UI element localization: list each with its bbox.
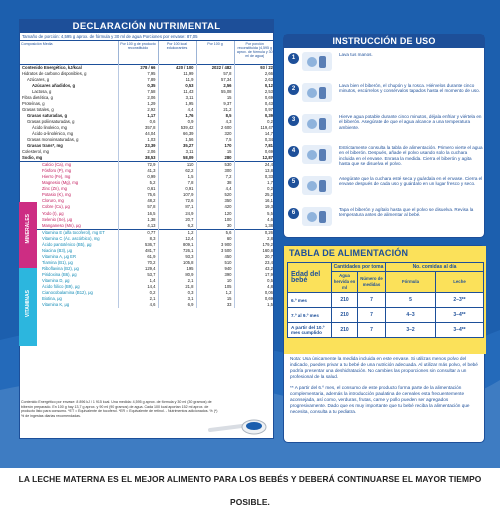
- nutrient-value: 5,2: [118, 180, 158, 186]
- nutrient-value: 2,66: [234, 71, 275, 77]
- nutrient-value: 43,2: [234, 266, 275, 272]
- feeding-milk: 2–3**: [436, 293, 484, 308]
- nutrient-name: Fibra dietética, g: [22, 94, 53, 100]
- nutrient-name: Proteínas, g: [22, 100, 45, 106]
- nutrient-value: 0,61: [118, 186, 158, 192]
- nutrient-value: 1,5: [158, 174, 196, 180]
- col-header: Por 100 g: [196, 41, 234, 64]
- nutrient-name: Grasas trans*, mg: [27, 143, 63, 149]
- nutrient-value: 350: [196, 198, 234, 204]
- nutrition-table-body: [20, 64, 275, 308]
- nutrient-value: 17,9: [234, 272, 275, 278]
- nutrient-name: Azúcares, g: [27, 76, 50, 82]
- step-text: Hierve agua potable durante cinco minutos, déjala enfriar y viértela en el biberón. Asegúrate de que el agua alcance a una temperatura ambiente.: [339, 114, 482, 130]
- step-text: Estrictamente consulta la tabla de alimentación. Primero vierte el agua en el biberón. Después, añade el polvo usando solo la cuchara incluida en el envase. Enrasa la medida. Cierra el biberón y agita hasta que se disuelva el polvo.: [339, 145, 483, 167]
- nutrient-value: 12,87: [234, 155, 275, 162]
- feeding-notes: [290, 356, 480, 420]
- nutrient-value: 12,4: [158, 236, 196, 242]
- nutrient-value: 61,9: [118, 254, 158, 260]
- feeding-row: [288, 293, 484, 308]
- step-text: Asegúrate que la cuchara esté seca y guárdala en el envase. Cierra el envase después de cada uso y guárdalo en un lugar fresco y seco.: [339, 176, 483, 187]
- nutrient-value: 1,38: [118, 217, 158, 223]
- nutrient-name: Ácido pantoténico (B5), μg: [42, 241, 92, 247]
- nutrient-value: 0,12: [234, 83, 275, 89]
- nutrient-value: 5,5: [234, 210, 275, 216]
- nutrient-value: 536,7: [118, 242, 158, 248]
- nutrient-value: 15: [196, 296, 234, 302]
- nutrient-value: 60: [196, 236, 234, 242]
- instruction-step: [284, 143, 486, 167]
- nutrient-value: 0,26: [234, 229, 275, 236]
- feeding-note: ** A partir del 6.º mes, el consumo de este producto forma parte de la alimentación complementaria, además la introducción paulatina de cereales esta frecuentemente aconsejada, así como, verduras, frutas, carne y pollo pueden ser agregados progresivamente. Dado que es muy importante que tu bebé reciba la alimentación que necesita, consulta a tu pediatra.: [290, 385, 470, 414]
- nutrient-name: Potasio (K), mg: [42, 192, 71, 198]
- step-number: 3: [288, 115, 299, 126]
- step-number: 4: [288, 146, 299, 157]
- instructions-title: INSTRUCCIÓN DE USO: [284, 35, 484, 48]
- nutrient-value: 320: [196, 131, 234, 137]
- nutrient-value: 6,9: [158, 302, 196, 308]
- nutrient-value: 24,9: [158, 210, 196, 216]
- nutrient-value: 41,3: [118, 168, 158, 174]
- nutrient-value: 44,04: [118, 131, 158, 137]
- nutrient-value: 0,34: [234, 137, 275, 143]
- nutrient-value: 4,13: [118, 223, 158, 230]
- nutrient-value: 530: [196, 162, 234, 169]
- nutrient-value: 3,11: [158, 95, 196, 101]
- nutrient-value: 539,42: [158, 125, 196, 131]
- nutrient-value: 1,95: [158, 101, 196, 107]
- nutrient-value: 16,5: [118, 210, 158, 216]
- nutrient-name: Sodio, mg: [22, 155, 43, 161]
- nutrient-name: Ácido α-linolénico, mg: [32, 130, 74, 136]
- feeding-formula: 3–2: [386, 323, 436, 338]
- nutrient-value: 0,91: [158, 186, 196, 192]
- nutrient-value: 4,8: [234, 284, 275, 290]
- nutrient-value: 7,58: [118, 89, 158, 95]
- nutrient-value: 1,76: [158, 113, 196, 119]
- scoop-icon: [301, 144, 333, 165]
- nutrient-value: 170: [196, 143, 234, 149]
- bottle-icon: [301, 82, 333, 103]
- nutrient-name: Contenido Energético, kJ/kcal: [20, 64, 118, 71]
- nutrient-name: Manganeso (Mn), μg: [42, 222, 81, 228]
- nutrient-value: 20,7: [158, 217, 196, 223]
- nutrient-value: 105: [196, 284, 234, 290]
- nutrient-value: 7,81: [234, 143, 275, 149]
- nutrient-value: 35,27: [158, 143, 196, 149]
- feeding-water: 210: [332, 293, 358, 308]
- step-text: Tapa el biberón y agítalo hasta que el polvo se disuelva. Revisa la temperatura antes de alimentar al bebé.: [339, 207, 474, 218]
- tin-icon: [301, 175, 333, 196]
- nutrition-table-header: [20, 41, 275, 64]
- feeding-formula: 5: [386, 293, 436, 308]
- nutrient-value: 280: [196, 155, 234, 162]
- nutrient-value: 10: [196, 278, 234, 284]
- nutrient-value: 390: [196, 272, 234, 278]
- feeding-water: 210: [332, 323, 358, 338]
- nutrient-value: 23,4: [234, 260, 275, 266]
- hands-icon: [301, 51, 333, 72]
- nutrient-value: 1,2: [158, 229, 196, 236]
- nutrient-name: Zinc (Zn), mg: [42, 186, 67, 192]
- nutrient-value: 0,53: [158, 83, 196, 89]
- nutrient-value: 0,69: [234, 95, 275, 101]
- nutrient-name: Ácido linoleico, mg: [32, 124, 67, 130]
- minerals-label: MINERALES: [25, 214, 31, 244]
- feeding-table: [287, 262, 484, 338]
- nutrient-value: 520: [196, 192, 234, 198]
- feeding-age: 6.º mes: [288, 293, 332, 308]
- nutrient-value: 4,6: [118, 302, 158, 308]
- nutrient-value: 15: [196, 149, 234, 155]
- nutrient-value: 4,6: [234, 217, 275, 223]
- step-text: Lava tus manos.: [339, 52, 373, 57]
- nutrient-value: 2,1: [118, 296, 158, 302]
- nutrient-value: 87,1: [158, 204, 196, 210]
- nutrient-name: Cloruro, mg: [42, 198, 64, 204]
- nutrient-name: Yodo (I), μg: [42, 210, 64, 216]
- nutrient-value: 57,34: [196, 77, 234, 83]
- nutrient-value: 24,4: [234, 162, 275, 169]
- nutrient-value: 66,39: [158, 131, 196, 137]
- nutrient-value: 420 / 100: [158, 64, 196, 71]
- nutrient-value: 7,5: [196, 137, 234, 143]
- feeding-milk: 3–4**: [436, 308, 484, 323]
- nutrient-value: 93 / 22: [234, 64, 275, 71]
- nutrient-name: Tiamina (B1), μg: [42, 259, 73, 265]
- instruction-step: [284, 205, 486, 229]
- nutrient-value: 107,9: [158, 192, 196, 198]
- instruction-step: [284, 50, 486, 74]
- instruction-step: [284, 112, 486, 136]
- nutrient-value: 33: [196, 302, 234, 308]
- nutrient-value: 23,39: [118, 143, 158, 149]
- nutrient-name: Biotina, μg: [42, 296, 62, 302]
- nutrient-value: 809,1: [158, 242, 196, 248]
- breastfeeding-notice: LA LECHE MATERNA ES EL MEJOR ALIMENTO PARA LOS BEBÉS Y DEBERÁ CONTINUARSE EL MAYOR TIEMPO POSIBLE.: [0, 468, 500, 491]
- nutrient-name: Selenio (Se), μg: [42, 216, 73, 222]
- nutrient-value: 55,08: [196, 89, 234, 95]
- nutrient-value: 4,3: [196, 119, 234, 125]
- nutrient-value: 21,8: [158, 284, 196, 290]
- nutrient-value: 72,6: [158, 198, 196, 204]
- nutrient-value: 25,2: [234, 192, 275, 198]
- nutrient-name: Cobre (Cu), μg: [42, 204, 70, 210]
- nutrient-value: 4,4: [158, 107, 196, 113]
- nutrient-value: 2,06: [118, 149, 158, 155]
- feeding-age: 7.º al 9.º mes: [288, 308, 332, 323]
- nutrient-value: 940: [196, 266, 234, 272]
- feeding-title: TABLA DE ALIMENTACIÓN: [289, 248, 409, 258]
- nutrient-name: Riboflavina (B2), μg: [42, 265, 79, 271]
- nutrient-value: 7,95: [118, 71, 158, 77]
- nutrient-value: 2022 / 482: [196, 64, 234, 71]
- nutrient-value: 93,3: [158, 254, 196, 260]
- instructions-panel: [283, 34, 485, 238]
- nutrient-value: 2,1: [158, 278, 196, 284]
- nutrient-value: 1,4: [118, 278, 158, 284]
- nutrient-value: 1,03: [118, 137, 158, 143]
- nutrient-name: Vitamina E (alfa tocoferol), mg ET: [20, 229, 118, 236]
- feeding-scoops: 7: [358, 293, 386, 308]
- nutrition-footnote: Contenido Energético por envase: 8 896 kJ / 1 915 kcal. Una medida: 4,595 g aprox. de fórmula y 30 ml (30 gramos) de biberón preparado. En 100 g hay 13,7 g aprox. y 90 ml (90 gramos) de agua. Cada 100 kcal aportan 152 ml aprox. de producto listo para consumo. *ET = Equivalente de tocoferol. *ER = Equivalente de retinol. - Nutrimentos adicionados. % (*) % de ingestas diarias recomendadas.: [21, 400, 218, 418]
- nutrient-value: 120: [196, 210, 234, 216]
- nutrient-value: 450: [196, 254, 234, 260]
- milk-header: Leche: [436, 272, 484, 293]
- nutrient-name: Vitamina D, μg: [42, 277, 70, 283]
- instruction-step: [284, 81, 486, 105]
- nutrient-value: 14,7: [234, 131, 275, 137]
- nutrient-name: Grasas monoinsaturadas, g: [27, 137, 79, 143]
- nutrient-value: 5,6: [196, 229, 234, 236]
- nutrient-name: Colesterol, mg: [22, 149, 49, 155]
- feeding-row: [288, 308, 484, 323]
- nutrient-value: 0,2: [118, 290, 158, 296]
- nutrient-value: 1,2: [196, 290, 234, 296]
- instruction-step: [284, 174, 486, 198]
- feeding-scoops: 7: [358, 308, 386, 323]
- nutrient-value: 70,2: [118, 260, 158, 266]
- nutrient-value: 179,2: [234, 242, 275, 248]
- step-number: 2: [288, 84, 299, 95]
- nutrient-name: Ácido fólico (B9), μg: [42, 283, 80, 289]
- nutrient-name: Calcio (Ca), mg: [20, 162, 118, 169]
- nutrient-value: 8,5: [196, 113, 234, 119]
- step-number: 1: [288, 53, 299, 64]
- nutrient-value: 48,2: [118, 198, 158, 204]
- nutrient-value: 300: [196, 168, 234, 174]
- nutrient-value: 1,17: [118, 113, 158, 119]
- nutrient-name: Fósforo (P), mg: [42, 168, 72, 174]
- nutrient-value: 2,92: [118, 107, 158, 113]
- nutrient-name: Magnesio (Mg), mg: [42, 180, 79, 186]
- nutrient-value: 30: [196, 223, 234, 230]
- nutrient-value: 0,43: [234, 101, 275, 107]
- nutrient-name: Vitamina C (Ác. ascórbico), mg: [42, 235, 100, 241]
- nutrient-value: 0,77: [118, 229, 158, 236]
- formula-header: Fórmula: [386, 272, 436, 293]
- nutrient-value: 1,29: [118, 101, 158, 107]
- feeding-water: 210: [332, 308, 358, 323]
- nutrient-value: 510: [196, 260, 234, 266]
- nutrient-value: 3,11: [158, 149, 196, 155]
- feeding-note: Nota: Usa únicamente la medida incluida en este envase. Si utilizas menos polvo del indicado, puedes privar a tu bebé de una nutrición adecuada. Al utilizar más polvo, el bebé podría presentar una deshidratación. No cambies las proporciones sin consultar a un profesional de la salud.: [290, 356, 478, 379]
- feeding-milk: 3–4**: [436, 323, 484, 338]
- nutrient-value: 481,7: [118, 248, 158, 254]
- nutrient-value: 0,5: [234, 278, 275, 284]
- step-number: 5: [288, 177, 299, 188]
- nutrient-value: 6,2: [158, 223, 196, 230]
- nutrient-value: 0,97: [234, 107, 275, 113]
- vitamins-label: VITAMINAS: [25, 290, 31, 318]
- nutrient-value: 16,1: [234, 198, 275, 204]
- nutrient-value: 7,8: [158, 180, 196, 186]
- col-header: Por 100 g de producto reconstituido: [118, 41, 158, 64]
- nutrient-value: 2,06: [118, 95, 158, 101]
- nutrient-value: 20,7: [234, 254, 275, 260]
- nutrition-table: [20, 41, 275, 308]
- nutrient-name: Niacina (B3), μg: [42, 247, 73, 253]
- nutrient-value: 0,9: [158, 119, 196, 125]
- nutrient-value: 21,2: [196, 107, 234, 113]
- nutrient-value: 0,3: [158, 290, 196, 296]
- nutrient-value: 3,1: [158, 296, 196, 302]
- nutrient-value: 8,3: [118, 236, 158, 242]
- nutrient-value: 19,3: [234, 204, 275, 210]
- feeding-table-body: [288, 293, 484, 338]
- nutrient-value: 0,2: [234, 186, 275, 192]
- nutrient-value: 119,47: [234, 125, 275, 131]
- feeding-row: [288, 323, 484, 338]
- nutrient-value: 0,69: [234, 149, 275, 155]
- nutrient-value: 3 900: [196, 242, 234, 248]
- nutrient-value: 2,56: [196, 83, 234, 89]
- nutrient-value: 11,9: [158, 77, 196, 83]
- nutrient-name: Piridoxina (B6), μg: [42, 271, 77, 277]
- nutrient-value: 15: [196, 95, 234, 101]
- nutrient-value: 0,06: [234, 290, 275, 296]
- nutrient-value: 13,8: [234, 168, 275, 174]
- nutrient-value: 4,4: [196, 186, 234, 192]
- nutrient-name: Grasas poliinsaturadas, g: [27, 118, 75, 124]
- feeding-panel: [283, 245, 485, 443]
- col-header: Composición Media: [21, 42, 53, 46]
- feeding-age: A partir del 10.º mes cumplido: [288, 323, 332, 338]
- nutrient-value: 2,63: [234, 77, 275, 83]
- feeding-formula: 4–3: [386, 308, 436, 323]
- nutrient-name: Hierro (Fe), mg: [42, 174, 71, 180]
- nutrient-value: 105,8: [158, 260, 196, 266]
- nutrient-name: Cianocobalamina (B12), μg: [42, 290, 93, 296]
- nutrient-value: 110: [158, 162, 196, 169]
- feeding-table-area: [284, 246, 486, 354]
- nutrient-value: 0,2: [234, 119, 275, 125]
- nutrient-value: 0,35: [118, 83, 158, 89]
- nutrient-value: 2,53: [234, 89, 275, 95]
- nutrient-name: Grasas totales, g: [22, 106, 54, 112]
- nutrient-name: Grasas saturadas, g: [27, 112, 68, 118]
- nutrient-value: 278 / 66: [118, 64, 158, 71]
- nutrient-value: 9,37: [196, 101, 234, 107]
- nutrient-value: 14,4: [118, 284, 158, 290]
- feeding-scoops: 7: [358, 323, 386, 338]
- nutrient-value: 0,69: [234, 296, 275, 302]
- nutrient-value: 62,2: [158, 168, 196, 174]
- nutrient-value: 57,8: [118, 204, 158, 210]
- step-text: Lava bien el biberón, el chupón y la rosca. Hiérvelos durante cinco minutos, escúrrelos y consérvalos tapados hasta el momento de uso.: [339, 83, 480, 94]
- nutrient-value: 11,99: [158, 71, 196, 77]
- nutrition-declaration: [19, 19, 274, 439]
- nutrient-name: Vitamina A, μg ER: [42, 253, 76, 259]
- nutrition-row: [20, 302, 275, 308]
- shake-icon: [301, 206, 333, 227]
- nutrient-value: 100: [196, 217, 234, 223]
- nutrient-value: 0,33: [234, 174, 275, 180]
- water-header: Agua hervida en ml: [332, 272, 358, 293]
- nutrient-value: 7,2: [196, 174, 234, 180]
- nutrient-value: 2,8: [234, 236, 275, 242]
- nutrient-value: 195: [158, 266, 196, 272]
- nutrient-value: 0,99: [118, 174, 158, 180]
- pot-icon: [301, 113, 333, 134]
- nutrient-value: 2 600: [196, 125, 234, 131]
- col-header: Por porción reconstituida (4,595 g aprox. de fórmula y 30 ml de agua): [234, 41, 275, 64]
- nutrient-value: 3 500: [196, 248, 234, 254]
- nutrient-value: 1,38: [234, 223, 275, 230]
- nutrient-value: 1,5: [234, 302, 275, 308]
- step-number: 6: [288, 208, 299, 219]
- serving-size: Tamaño de porción: 4,595 g aprox. de fórmula y 30 ml de agua Porciones por envase: 87,05: [20, 33, 273, 41]
- nutrient-value: 1,56: [158, 137, 196, 143]
- nutrient-value: 53,7: [118, 272, 158, 278]
- nutrient-value: 38: [196, 180, 234, 186]
- nutrient-value: 38,53: [118, 155, 158, 162]
- nutrient-value: 58,09: [158, 155, 196, 162]
- count-header: No. comidas al día: [386, 263, 484, 272]
- nutrient-value: 726,1: [158, 248, 196, 254]
- scoops-header: Número de medidas: [358, 272, 386, 293]
- nutrient-value: 7,89: [118, 77, 158, 83]
- nutrient-value: 129,4: [118, 266, 158, 272]
- measuring-scoop-icon: [208, 418, 268, 436]
- qty-header: Cantidades por toma: [332, 263, 386, 272]
- nutrient-value: 75,6: [118, 192, 158, 198]
- nutrient-name: Vitamina K, μg: [42, 302, 70, 308]
- nutrient-value: 420: [196, 204, 234, 210]
- nutrient-value: 72,9: [118, 162, 158, 169]
- nutrient-name: Azúcares añadidos, g: [32, 82, 76, 88]
- nutrient-value: 80,9: [158, 272, 196, 278]
- nutrient-value: 57,8: [196, 71, 234, 77]
- nutrient-value: 357,8: [118, 125, 158, 131]
- nutrient-value: 11,43: [158, 89, 196, 95]
- nutrient-value: 0,39: [234, 113, 275, 119]
- nutrient-value: 0,6: [118, 119, 158, 125]
- age-header: Edad del bebé: [288, 263, 332, 293]
- nutrient-value: 160,8: [234, 248, 275, 254]
- nutrient-name: Hidratos de carbono disponibles, g: [22, 70, 87, 76]
- nutrient-name: Lactosa, g: [32, 88, 52, 94]
- nutrient-value: 1,7: [234, 180, 275, 186]
- col-header: Por 100 kcal edulcorantes: [158, 41, 196, 64]
- nutrition-title: DECLARACIÓN NUTRIMENTAL: [20, 20, 273, 33]
